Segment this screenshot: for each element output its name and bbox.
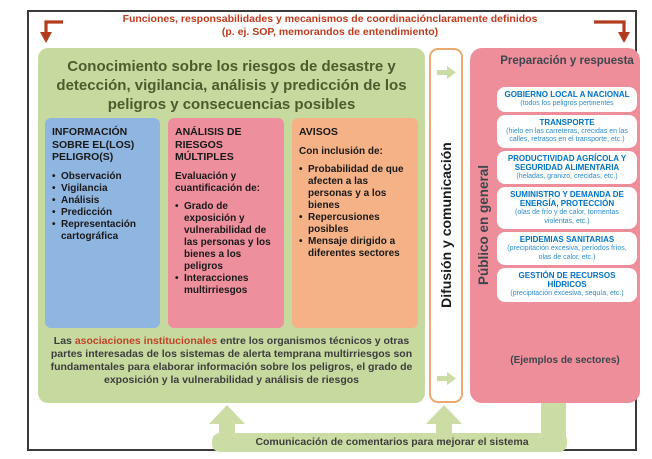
dissemination-label: Difusión y comunicación — [438, 142, 454, 308]
warnings-bullet: • Repercusiones posibles — [299, 212, 411, 236]
header-line1: Funciones, responsabilidades y mecanismos de coordinaciónclaramente definidos — [122, 13, 538, 25]
response-title: Preparación y respuesta — [500, 55, 634, 67]
hazard-info-bullet: • Representación cartográfica — [52, 219, 153, 243]
hazard-info-bullet: • Vigilancia — [52, 183, 153, 195]
hazard-info-bullet: • Análisis — [52, 195, 153, 207]
warnings-bullet: • Mensaje dirigido a diferentes sectores — [299, 236, 411, 260]
warnings-intro: Con inclusión de: — [299, 145, 383, 157]
sector-examples: (hielo en las carreteras, crecidas en las calles, retrasos en el transporte, etc.) — [506, 127, 628, 143]
risk-analysis-title: ANÁLISIS DE RIESGOS MÚLTIPLES — [175, 126, 242, 163]
sector-examples: (todos los peligros pertinentes — [520, 100, 614, 107]
header-line2: (p. ej. SOP, memorandos de entendimiento) — [221, 26, 439, 38]
risk-analysis-bullet: • Interacciones multirriesgos — [175, 273, 277, 297]
sector-list — [497, 87, 637, 302]
corner-arrow-left-icon — [38, 16, 68, 46]
sector-card — [497, 268, 637, 302]
note-suffix: entre los organismos técnicos y otras partes interesadas de los sistemas de alerta temprana multirriesgos son fundamentales para elaborar información sobre los peligros, el grado de exposición y la vulnerabilidad y análisis de riesgos — [50, 335, 413, 386]
note-highlight: asociaciones institucionales — [74, 335, 218, 347]
sector-card — [497, 151, 637, 185]
sector-card — [497, 115, 637, 148]
sector-name: GESTIÓN DE RECURSOS HÍDRICOS — [518, 271, 616, 289]
sector-examples: (precipitación excesiva, períodos fríos, olas de calor, etc.) — [507, 245, 627, 261]
sector-name: GOBIERNO LOCAL A NACIONAL — [504, 90, 630, 99]
audience-label: Público en general — [476, 164, 491, 286]
header-note — [80, 13, 580, 39]
sectors-footer: (Ejemplos de sectores) — [510, 355, 620, 366]
hazard-info-bullet: • Predicción — [52, 207, 153, 219]
sector-card — [497, 87, 637, 112]
sector-name: TRANSPORTE — [539, 117, 595, 127]
sector-examples: (olas de frío y de calor, tormentas violentas, etc.) — [515, 209, 619, 225]
sector-name: SUMINISTRO Y DEMANDA DE ENERGÍA, PROTECCIÓN — [510, 190, 624, 208]
feedback-label: Comunicación de comentarios para mejorar el sistema — [255, 436, 529, 448]
warnings-title: AVISOS — [299, 126, 338, 138]
sector-examples: (heladas, granizo, crecidas, etc.) — [516, 172, 618, 180]
hazard-info-bullet: • Observación — [52, 171, 153, 183]
sector-examples: (precipitación excesiva, sequía, etc.) — [510, 290, 624, 297]
note-prefix: Las — [53, 335, 75, 347]
warnings-box — [292, 118, 418, 328]
sector-name: PRODUCTIVIDAD AGRÍCOLA Y SEGURIDAD ALIMENTARIA — [507, 153, 627, 172]
partnership-note — [48, 335, 415, 387]
knowledge-box — [38, 48, 425, 403]
risk-analysis-bullet: • Grado de exposición y vulnerabilidad de las personas y los bienes a los peligros — [175, 201, 277, 273]
sector-name: EPIDEMIAS SANITARIAS — [519, 235, 615, 244]
warnings-bullet: • Probabilidad de que afecten a las personas y a los bienes — [299, 164, 411, 212]
hazard-info-box — [45, 118, 160, 328]
knowledge-title: Conocimiento sobre los riesgos de desastre y detección, vigilancia, análisis y predicción de los peligros y consecuencias posibles — [56, 58, 407, 113]
sector-card — [497, 232, 637, 265]
sector-card — [497, 187, 637, 229]
risk-analysis-box — [168, 118, 284, 328]
hazard-info-title: INFORMACIÓN SOBRE EL(LOS) PELIGRO(S) — [52, 126, 135, 163]
corner-arrow-right-icon — [590, 16, 632, 46]
risk-analysis-intro: Evaluación y cuantificación de: — [175, 170, 261, 194]
